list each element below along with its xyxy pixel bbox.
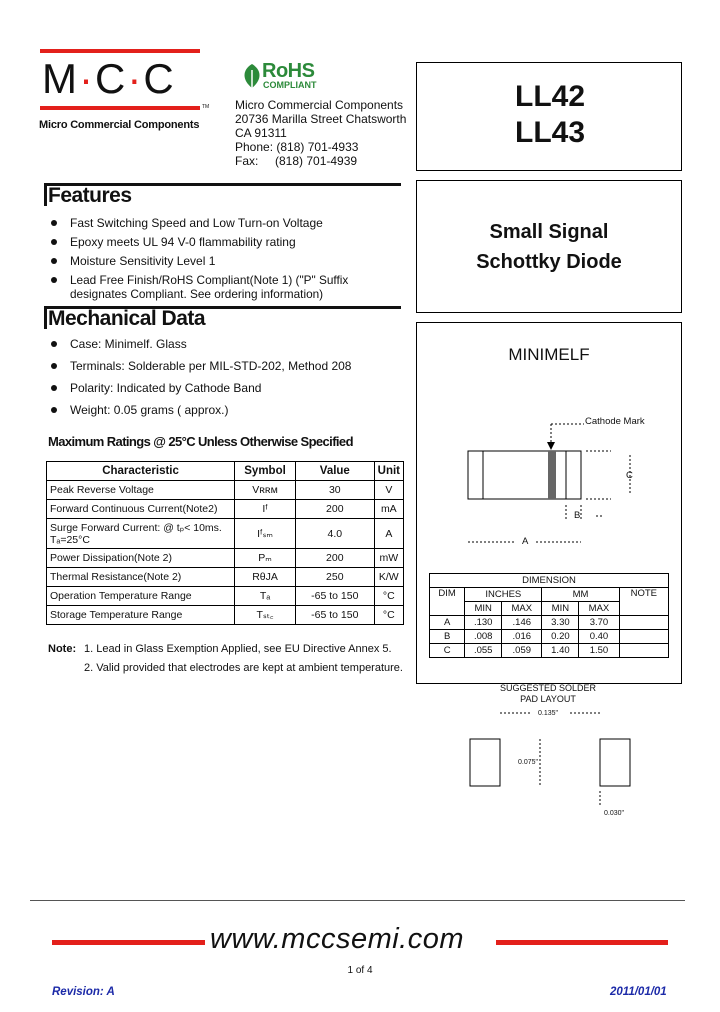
cell: 1.50	[579, 644, 619, 658]
table-row	[47, 587, 404, 606]
cell: .055	[465, 644, 502, 658]
solder-title-1: SUGGESTED SOLDER	[499, 683, 597, 693]
cell: 1.40	[542, 644, 579, 658]
address-line: Fax: (818) 701-4939	[235, 154, 358, 168]
logo-bottom-bar	[40, 106, 200, 110]
date: 2011/01/01	[610, 986, 667, 998]
solder-title-2: PAD LAYOUT	[520, 694, 576, 704]
cell: Storage Temperature Range	[47, 606, 235, 625]
list-item: Terminals: Solderable per MIL-STD-202, Method 208	[48, 359, 408, 373]
list-item: Polarity: Indicated by Cathode Band	[48, 381, 408, 395]
inches-header: INCHES	[465, 588, 542, 602]
cell: 200	[295, 549, 374, 568]
cell: B	[430, 630, 465, 644]
company-tagline: Micro Commercial Components	[39, 119, 200, 131]
cell: .016	[502, 630, 542, 644]
dim-label-a: A	[522, 536, 529, 547]
table-row	[47, 519, 404, 549]
ratings-table	[46, 461, 404, 625]
cell: A	[374, 519, 403, 549]
page-number: 1 of 4	[347, 965, 373, 976]
col-header: Value	[295, 462, 374, 481]
address-line: Phone: (818) 701-4933	[235, 140, 359, 154]
cell: 4.0	[295, 519, 374, 549]
cell: RθJA	[235, 568, 296, 587]
cell: mA	[374, 500, 403, 519]
note-2: 2. Valid provided that electrodes are kept at ambient temperature.	[84, 662, 403, 674]
table-row	[430, 616, 669, 630]
cell: Operation Temperature Range	[47, 587, 235, 606]
table-row	[47, 568, 404, 587]
cell: .008	[465, 630, 502, 644]
list-item: Fast Switching Speed and Low Turn-on Voltage	[48, 216, 408, 230]
cell: 30	[295, 481, 374, 500]
product-title-2: Schottky Diode	[476, 251, 622, 273]
package-name: MINIMELF	[508, 345, 590, 364]
cell	[47, 519, 235, 549]
cell: Iᶠₛₘ	[235, 519, 296, 549]
cell	[619, 616, 668, 630]
solder-pad-diagram	[460, 705, 640, 825]
cell: .059	[502, 644, 542, 658]
leaf-icon	[240, 62, 264, 90]
col-header: Characteristic	[47, 462, 235, 481]
note-label: Note:	[48, 643, 77, 655]
address-line: 20736 Marilla Street Chatsworth	[235, 112, 407, 126]
table-row	[430, 644, 669, 658]
cell: Peak Reverse Voltage	[47, 481, 235, 500]
solder-dim-2: 0.075"	[518, 759, 539, 766]
ratings-heading: Maximum Ratings @ 25°C Unless Otherwise Specified	[48, 434, 353, 449]
list-item: Moisture Sensitivity Level 1	[48, 254, 408, 268]
features-heading: Features	[48, 184, 132, 207]
min-header: MIN	[542, 602, 579, 616]
cell: Forward Continuous Current(Note2)	[47, 500, 235, 519]
footer-rule	[30, 900, 685, 901]
mm-header: MM	[542, 588, 619, 602]
solder-pad-right	[600, 739, 630, 786]
footer-url[interactable]: www.mccsemi.com	[210, 923, 465, 955]
cell: C	[430, 644, 465, 658]
cell: Thermal Resistance(Note 2)	[47, 568, 235, 587]
cell: Tₐ	[235, 587, 296, 606]
dim-title: DIMENSION	[430, 574, 669, 588]
cell: A	[430, 616, 465, 630]
part-number-1: LL42	[515, 80, 586, 113]
cell-line: Surge Forward Current: @ tₚ< 10ms.	[50, 521, 222, 534]
mechanical-list	[48, 337, 408, 422]
cell: V	[374, 481, 403, 500]
solder-dim-1: 0.135"	[538, 710, 559, 717]
trademark: TM	[202, 104, 210, 110]
dim-header: DIM	[430, 588, 465, 616]
cell: -65 to 150	[295, 587, 374, 606]
table-row	[47, 481, 404, 500]
max-header: MAX	[579, 602, 619, 616]
part-number-2: LL43	[515, 116, 586, 149]
cell: mW	[374, 549, 403, 568]
cell: 3.30	[542, 616, 579, 630]
cell: Tₛₜ꜀	[235, 606, 296, 625]
package-diagram	[416, 410, 680, 560]
rohs-text: RoHS	[262, 60, 315, 82]
footer-bar-left	[52, 940, 205, 945]
address-block	[235, 98, 406, 168]
cell: Vʀʀᴍ	[235, 481, 296, 500]
list-item: Case: Minimelf. Glass	[48, 337, 408, 351]
address-line: Micro Commercial Components	[235, 98, 404, 112]
dimension-table	[429, 573, 669, 658]
rohs-compliant: COMPLIANT	[263, 80, 317, 90]
cell: .130	[465, 616, 502, 630]
cell: °C	[374, 587, 403, 606]
note-1: 1. Lead in Glass Exemption Applied, see EU Directive Annex 5.	[84, 643, 392, 655]
cell: Iᶠ	[235, 500, 296, 519]
max-header: MAX	[502, 602, 542, 616]
cell: K/W	[374, 568, 403, 587]
col-header: Symbol	[235, 462, 296, 481]
cell: 3.70	[579, 616, 619, 630]
min-header: MIN	[465, 602, 502, 616]
mechanical-side	[44, 306, 47, 329]
footer-bar-right	[496, 940, 668, 945]
cathode-band	[548, 451, 556, 499]
features-list	[48, 216, 408, 306]
features-side	[44, 183, 47, 206]
mcc-logo: M·C·C	[42, 55, 176, 102]
table-row	[47, 549, 404, 568]
solder-pad-left	[470, 739, 500, 786]
cell: .146	[502, 616, 542, 630]
cell: 200	[295, 500, 374, 519]
cell: 0.20	[542, 630, 579, 644]
col-header: Unit	[374, 462, 403, 481]
product-title-1: Small Signal	[489, 221, 609, 243]
cell: Pₘ	[235, 549, 296, 568]
solder-dim-3: 0.030"	[604, 810, 625, 817]
rohs-badge	[240, 62, 330, 92]
cell: -65 to 150	[295, 606, 374, 625]
cell	[619, 644, 668, 658]
cell: 250	[295, 568, 374, 587]
diode-body	[468, 451, 581, 499]
table-row	[47, 606, 404, 625]
dim-label-c: C	[626, 470, 633, 481]
cell	[619, 630, 668, 644]
list-item: Epoxy meets UL 94 V-0 flammability rating	[48, 235, 408, 249]
product-box	[416, 180, 682, 313]
list-item: Weight: 0.05 grams ( approx.)	[48, 403, 408, 417]
cell: Power Dissipation(Note 2)	[47, 549, 235, 568]
mechanical-heading: Mechanical Data	[48, 307, 206, 330]
cell: 0.40	[579, 630, 619, 644]
note-header: NOTE	[619, 588, 668, 616]
cell: °C	[374, 606, 403, 625]
cathode-mark-label: Cathode Mark	[585, 416, 645, 427]
part-number-box	[416, 62, 682, 171]
cell-line: Tₐ=25°C	[50, 533, 90, 546]
logo-top-bar	[40, 49, 200, 53]
dim-label-b: B	[574, 510, 581, 521]
revision: Revision: A	[52, 986, 115, 998]
address-line: CA 91311	[235, 126, 287, 140]
table-row	[430, 630, 669, 644]
list-item: Lead Free Finish/RoHS Compliant(Note 1) ("P" Suffix designates Compliant. See ordering information)	[48, 273, 408, 301]
table-row	[47, 500, 404, 519]
